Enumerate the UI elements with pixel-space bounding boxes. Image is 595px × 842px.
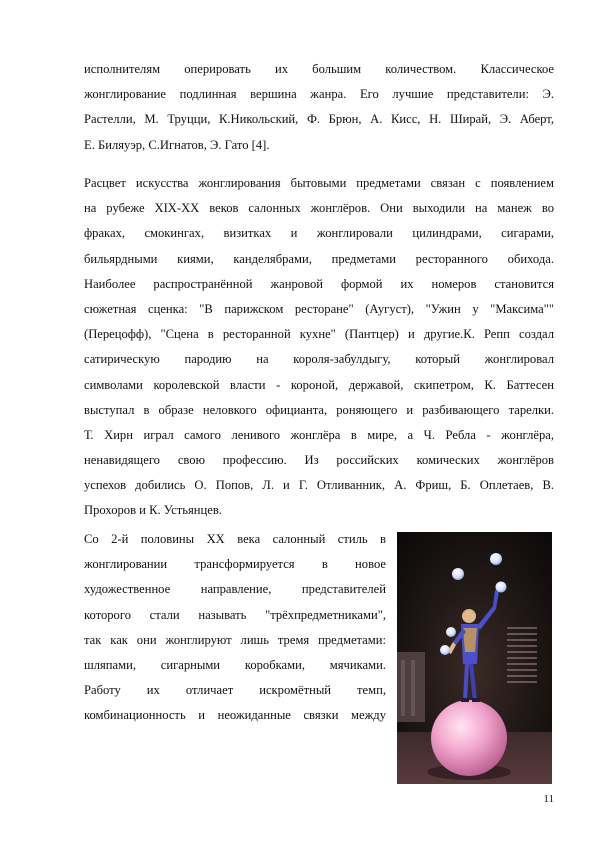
text-line: так как они жонглируют лишь тремя предметами:: [84, 632, 386, 647]
text-line: комбинационность и неожиданные связки между: [84, 708, 386, 723]
text-line: фраках, смокингах, визитках и жонглировали цилиндрами, сигарами,: [84, 226, 554, 241]
text-line: успехов добились О. Попов, Л. и Г. Отливанник, А. Фриш, Б. Оплетаев, В.: [84, 478, 554, 493]
text-line: символами королевской власти - короной, державой, скипетром, К. Баттесен: [84, 377, 554, 392]
text-line: выступал в образе неловкого официанта, роняющего и разбивающего тарелки.: [84, 402, 554, 417]
text-line: жонглировании трансформируется в новое: [84, 557, 386, 572]
text-line: ненавидящего свою профессию. Из российских комических жонглёров: [84, 453, 554, 468]
text-line: Со 2-й половины XX века салонный стиль в: [84, 532, 386, 546]
text-line: Т. Хирн играл самого ленивого жонглёра в мире, а Ч. Ребла - жонглёра,: [84, 427, 554, 442]
text-line: (Перецофф), "Сцена в ресторанной кухне" (Пантцер) и другие.К. Репп создал: [84, 327, 554, 342]
text-line: бильярдными киями, канделябрами, предметами ресторанного обихода.: [84, 251, 554, 266]
text-line: на рубеже XIX-XX веков салонных жонглёров. Они выходили на манеж во: [84, 201, 554, 216]
paragraph-2: [84, 171, 554, 524]
text-line: шляпами, сигарными коробками, мячиками.: [84, 657, 386, 672]
text-line: которого стали называть "трёхпредметниками",: [84, 607, 386, 622]
text-line: Наиболее распространённой жанровой формой их номеров становится: [84, 276, 554, 291]
juggler-photo-illustration: [397, 532, 552, 784]
text-line: сатирическую пародию на короля-забулдыгу, который жонглировал: [84, 352, 554, 367]
juggler-photo: [397, 532, 552, 784]
text-line: жонглирование подлинная вершина жанра. Его лучшие представители: Э.: [84, 87, 554, 102]
text-line: Работу их отличает искромётный темп,: [84, 683, 386, 698]
paragraph-1: [84, 57, 554, 158]
text-line: Растелли, М. Труцци, К.Никольский, Ф. Брюн, А. Кисс, Н. Ширай, Э. Аберт,: [84, 112, 554, 127]
text-line: исполнителям оперировать их большим количеством. Классическое: [84, 62, 554, 76]
page-number: 11: [543, 793, 554, 805]
text-line: художественное направление, представителей: [84, 582, 386, 597]
text-line: Прохоров и К. Устьянцев.: [84, 503, 222, 518]
text-line: Расцвет искусства жонглирования бытовыми предметами связан с появлением: [84, 176, 554, 190]
text-line: сюжетная сценка: "В парижском ресторане" (Аугуст), "Ужин у "Максима"": [84, 301, 554, 316]
paragraph-3: [84, 527, 386, 729]
text-line: Е. Биляуэр, С.Игнатов, Э. Гато [4].: [84, 137, 270, 152]
